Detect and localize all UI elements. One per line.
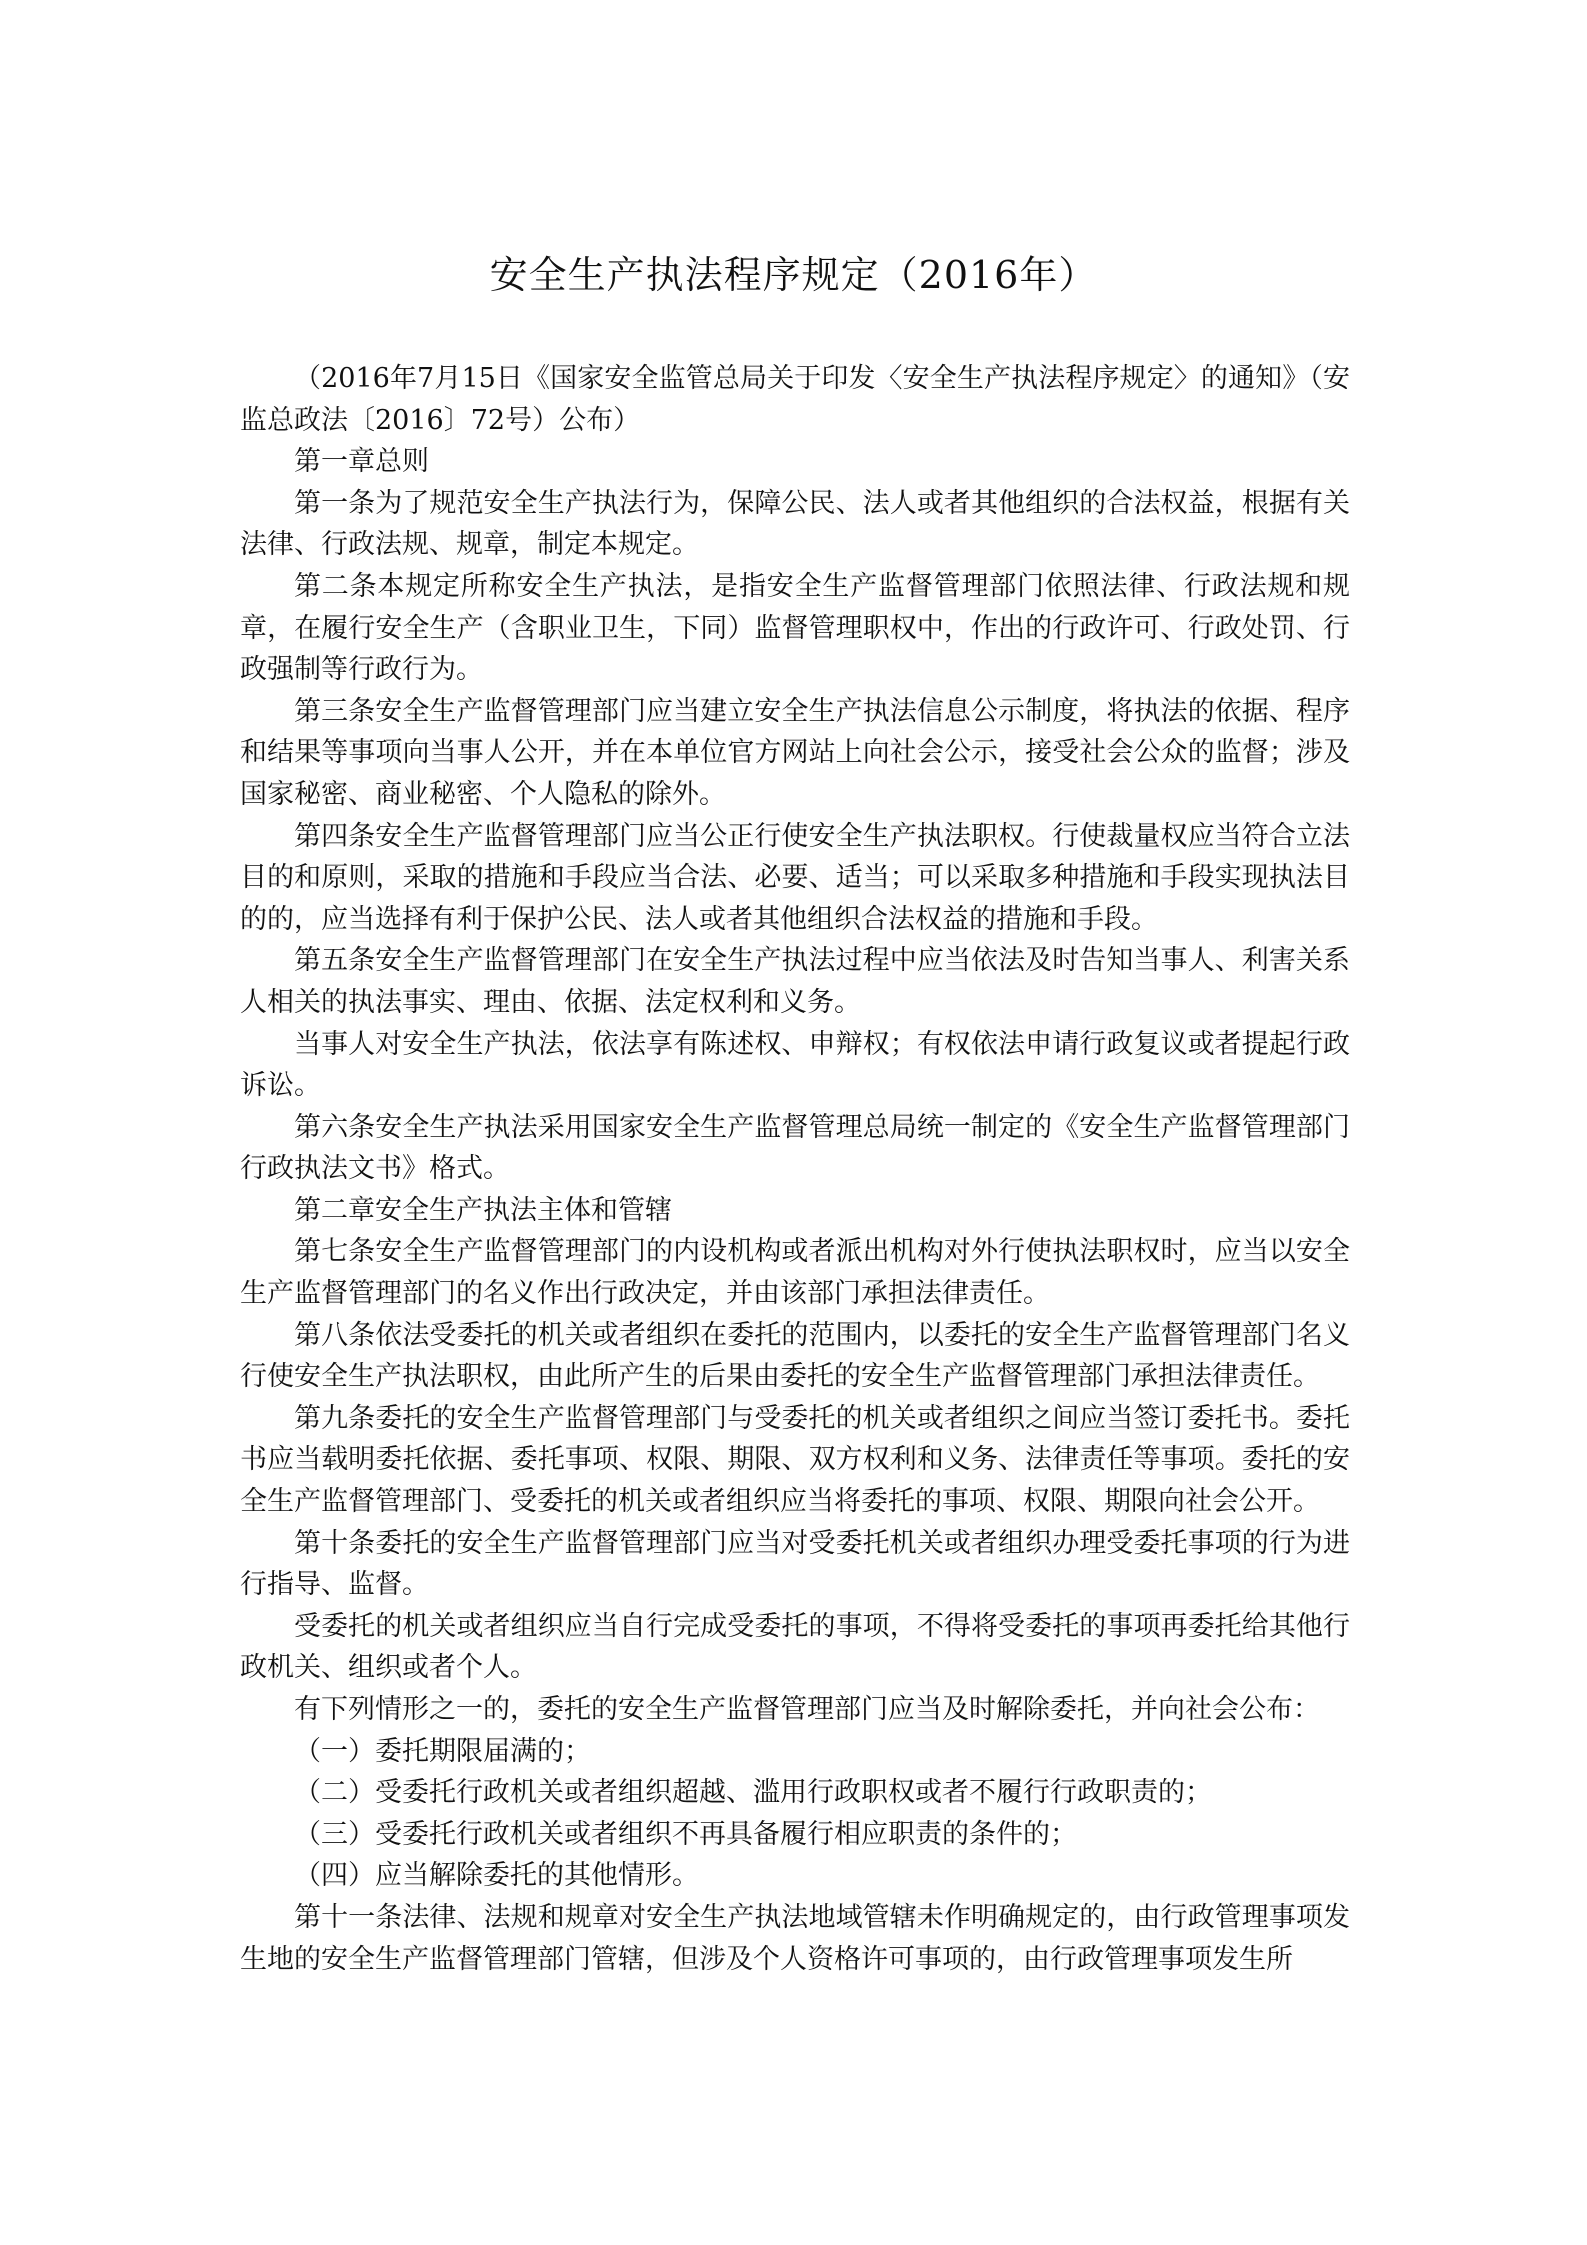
chapter-heading: 第二章安全生产执法主体和管辖 [294,1194,672,1226]
article-paragraph: 第十一条法律、法规和规章对安全生产执法地域管辖未作明确规定的，由行政管理事项发生地的安全生产监督管理部门管辖，但涉及个人资格许可事项的，由行政管理事项发生所 [240,1901,1350,1975]
article-paragraph: 第一条为了规范安全生产执法行为，保障公民、法人或者其他组织的合法权益，根据有关法律、行政法规、规章，制定本规定。 [240,487,1350,561]
document-title: 安全生产执法程序规定（2016年） [489,253,1098,297]
article-paragraph: 有下列情形之一的，委托的安全生产监督管理部门应当及时解除委托，并向社会公布： [294,1694,1320,1725]
article-paragraph: 第六条安全生产执法采用国家安全生产监督管理总局统一制定的《安全生产监督管理部门行政执法文书》格式。 [240,1111,1350,1185]
document-body [240,358,1350,1980]
article-paragraph: 第七条安全生产监督管理部门的内设机构或者派出机构对外行使执法职权时，应当以安全生产监督管理部门的名义作出行政决定，并由该部门承担法律责任。 [240,1236,1350,1310]
source-note-paragraph: （2016年7月15日《国家安全监管总局关于印发〈安全生产执法程序规定〉的通知》（安监总政法〔2016〕72号）公布） [240,363,1350,436]
article-paragraph: 第十条委托的安全生产监督管理部门应当对受委托机关或者组织办理受委托事项的行为进行指导、监督。 [240,1527,1350,1601]
article-paragraph: 第九条委托的安全生产监督管理部门与受委托的机关或者组织之间应当签订委托书。委托书应当载明委托依据、委托事项、权限、期限、双方权利和义务、法律责任等事项。委托的安全生产监督管理部门、受委托的机关或者组织应当将委托的事项、权限、期限向社会公开。 [240,1402,1350,1518]
article-paragraph: 第五条安全生产监督管理部门在安全生产执法过程中应当依法及时告知当事人、利害关系人相关的执法事实、理由、依据、法定权利和义务。 [240,945,1350,1018]
list-item-paragraph: （二）受委托行政机关或者组织超越、滥用行政职权或者不履行行政职责的； [294,1777,1212,1809]
article-paragraph: 第二条本规定所称安全生产执法，是指安全生产监督管理部门依照法律、行政法规和规章，在履行安全生产（含职业卫生，下同）监督管理职权中，作出的行政许可、行政处罚、行政强制等行政行为。 [240,570,1350,686]
article-paragraph: 第八条依法受委托的机关或者组织在委托的范围内，以委托的安全生产监督管理部门名义行使安全生产执法职权，由此所产生的后果由委托的安全生产监督管理部门承担法律责任。 [240,1319,1350,1393]
list-item-paragraph: （四）应当解除委托的其他情形。 [294,1860,699,1892]
article-paragraph: 第三条安全生产监督管理部门应当建立安全生产执法信息公示制度，将执法的依据、程序和结果等事项向当事人公开，并在本单位官方网站上向社会公示，接受社会公众的监督；涉及国家秘密、商业秘密、个人隐私的除外。 [240,695,1350,810]
list-item-paragraph: （一）委托期限届满的； [294,1735,591,1767]
article-paragraph: 受委托的机关或者组织应当自行完成受委托的事项，不得将受委托的事项再委托给其他行政机关、组织或者个人。 [240,1610,1350,1684]
article-paragraph: 第四条安全生产监督管理部门应当公正行使安全生产执法职权。行使裁量权应当符合立法目的和原则，采取的措施和手段应当合法、必要、适当；可以采取多种措施和手段实现执法目的的，应当选择有利于保护公民、法人或者其他组织合法权益的措施和手段。 [240,820,1350,935]
chapter-heading: 第一章总则 [294,446,429,478]
list-item-paragraph: （三）受委托行政机关或者组织不再具备履行相应职责的条件的； [294,1818,1077,1850]
article-paragraph: 当事人对安全生产执法，依法享有陈述权、申辩权；有权依法申请行政复议或者提起行政诉讼。 [240,1028,1350,1102]
